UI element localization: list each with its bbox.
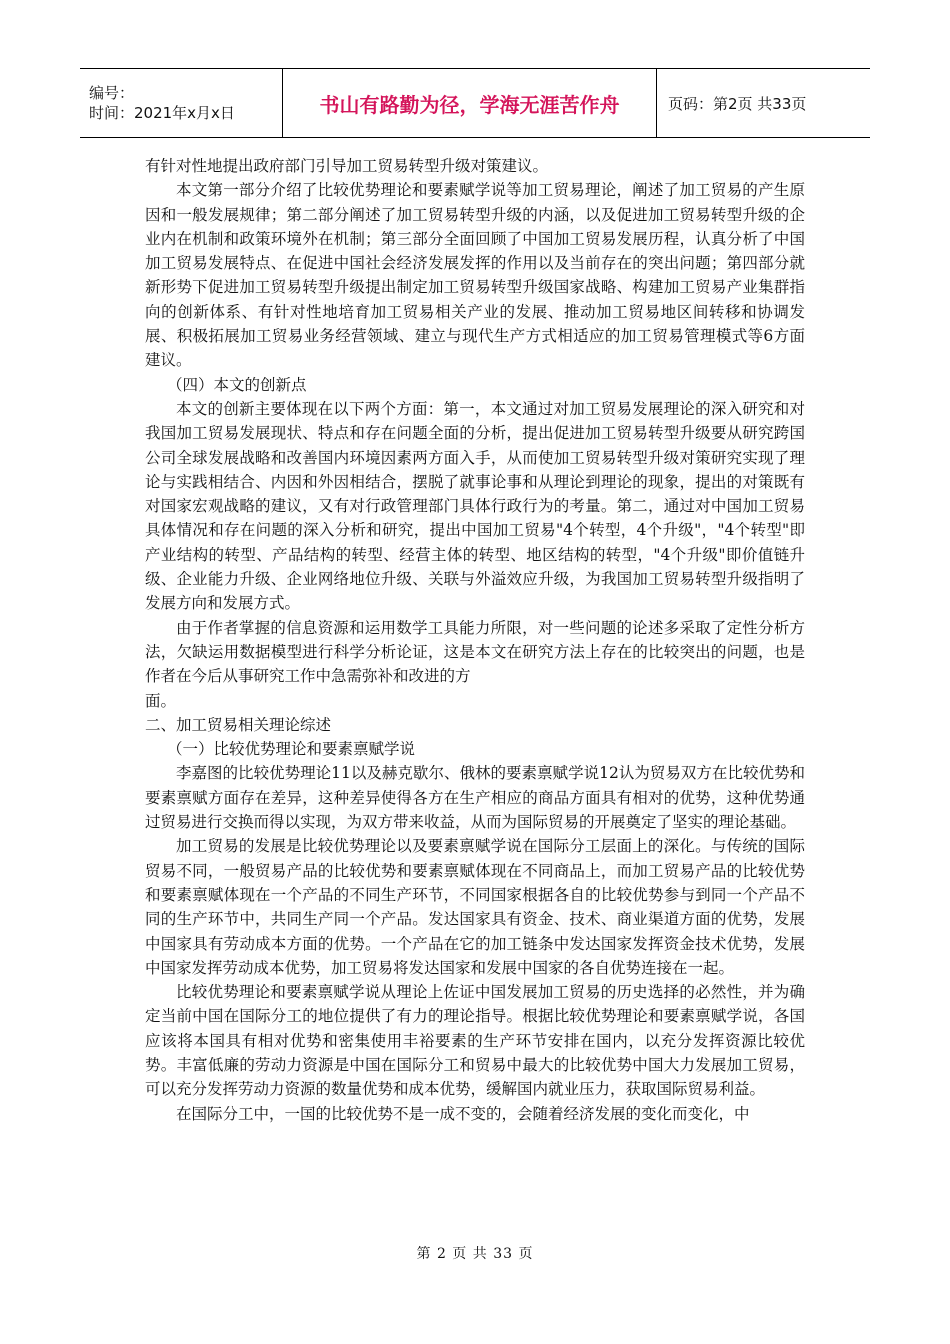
body-paragraph: 在国际分工中，一国的比较优势不是一成不变的，会随着经济发展的变化而变化，中 — [176, 1104, 750, 1123]
header-motto: 书山有路勤为径，学海无涯苦作舟 — [282, 69, 657, 137]
page-footer: 第 2 页 共 33 页 — [416, 1246, 534, 1262]
number-label: 编号： — [89, 84, 135, 102]
body-paragraph: 李嘉图的比较优势理论11以及赫克歇尔、俄林的要素禀赋学说12认为贸易双方在比较优势和要素禀赋方面存在差异，这种差异使得各方在生产相应的商品方面具有相对的优势，这种优势通过贸易进行交换而得以实现，为双方带来收益，从而为国际贸易的开展奠定了坚实的理论基础。 — [145, 764, 805, 832]
header-meta — [80, 69, 282, 137]
subsection-heading: （一）比较优势理论和要素禀赋学说 — [167, 740, 416, 759]
body-paragraph: 加工贸易的发展是比较优势理论以及要素禀赋学说在国际分工层面上的深化。与传统的国际贸易不同，一般贸易产品的比较优势和要素禀赋体现在不同商品上，而加工贸易产品的比较优势和要素禀赋体现在一个产品的不同生产环节，不同国家根据各自的比较优势参与到同一个产品不同的生产环节中，共同生产同一个产品。发达国家具有资金、技术、商业渠道方面的优势，发展中国家具有劳动成本方面的优势。一个产品在它的加工链条中发达国家发挥资金技术优势，发展中国家发挥劳动成本优势，加工贸易将发达国家和发展中国家的各自优势连接在一起。 — [145, 837, 805, 977]
section-heading: （四）本文的创新点 — [167, 375, 307, 394]
body-paragraph: 本文第一部分介绍了比较优势理论和要素赋学说等加工贸易理论，阐述了加工贸易的产生原因和一般发展规律；第二部分阐述了加工贸易转型升级的内涵，以及促进加工贸易转型升级的企业内在机制和政策环境外在机制；第三部分全面回顾了中国加工贸易发展历程，认真分析了中国加工贸易发展特点、在促进中国社会经济发展发挥的作用以及当前存在的突出问题；第四部分就新形势下促进加工贸易转型升级提出制定加工贸易转型升级国家战略、构建加工贸易产业集群指向的创新体系、有针对性地培育加工贸易相关产业的发展、推动加工贸易地区间转移和协调发展、积极拓展加工贸易业务经营领域、建立与现代生产方式相适应的加工贸易管理模式等6方面建议。 — [145, 181, 805, 370]
body-paragraph: 由于作者掌握的信息资源和运用数学工具能力所限，对一些问题的论述多采取了定性分析方法，欠缺运用数据模型进行科学分析论证，这是本文在研究方法上存在的比较突出的问题，也是作者在今后从事研究工作中急需弥补和改进的方 — [145, 618, 805, 686]
body-paragraph: 面。 — [145, 691, 177, 710]
section-heading: 二、加工贸易相关理论综述 — [145, 715, 332, 734]
body-paragraph: 比较优势理论和要素禀赋学说从理论上佐证中国发展加工贸易的历史选择的必然性，并为确定当前中国在国际分工的地位提供了有力的理论指导。根据比较优势理论和要素禀赋学说，各国应该将本国具有相对优势和密集使用丰裕要素的生产环节安排在国内，以充分发挥资源比较优势。丰富低廉的劳动力资源是中国在国际分工和贸易中最大的比较优势中国大力发展加工贸易，可以充分发挥劳动力资源的数量优势和成本优势，缓解国内就业压力，获取国际贸易利益。 — [145, 983, 805, 1099]
header-page-info: 页码：第2页 共33页 — [668, 94, 807, 113]
body-paragraph: 本文的创新主要体现在以下两个方面：第一，本文通过对加工贸易发展理论的深入研究和对我国加工贸易发展现状、特点和存在问题全面的分析，提出促进加工贸易转型升级要从研究跨国公司全球发展战略和改善国内环境因素两方面入手，从而使加工贸易转型升级对策研究实现了理论与实践相结合、内因和外因相结合，摆脱了就事论事和从理论到理论的现象，提出的对策既有对国家宏观战略的建议，又有对行政管理部门具体行政行为的考量。第二，通过对中国加工贸易具体情况和存在问题的深入分析和研究，提出中国加工贸易"4个转型，4个升级"，"4个转型"即产业结构的转型、产品结构的转型、经营主体的转型、地区结构的转型，"4个升级"即价值链升级、企业能力升级、企业网络地位升级、关联与外溢效应升级，为我国加工贸易转型升级指明了发展方向和发展方式。 — [145, 399, 805, 613]
page-header — [80, 68, 870, 138]
document-body — [145, 154, 805, 1126]
body-paragraph: 有针对性地提出政府部门引导加工贸易转型升级对策建议。 — [145, 157, 549, 175]
time-label: 时间：2021年x月x日 — [89, 104, 235, 122]
